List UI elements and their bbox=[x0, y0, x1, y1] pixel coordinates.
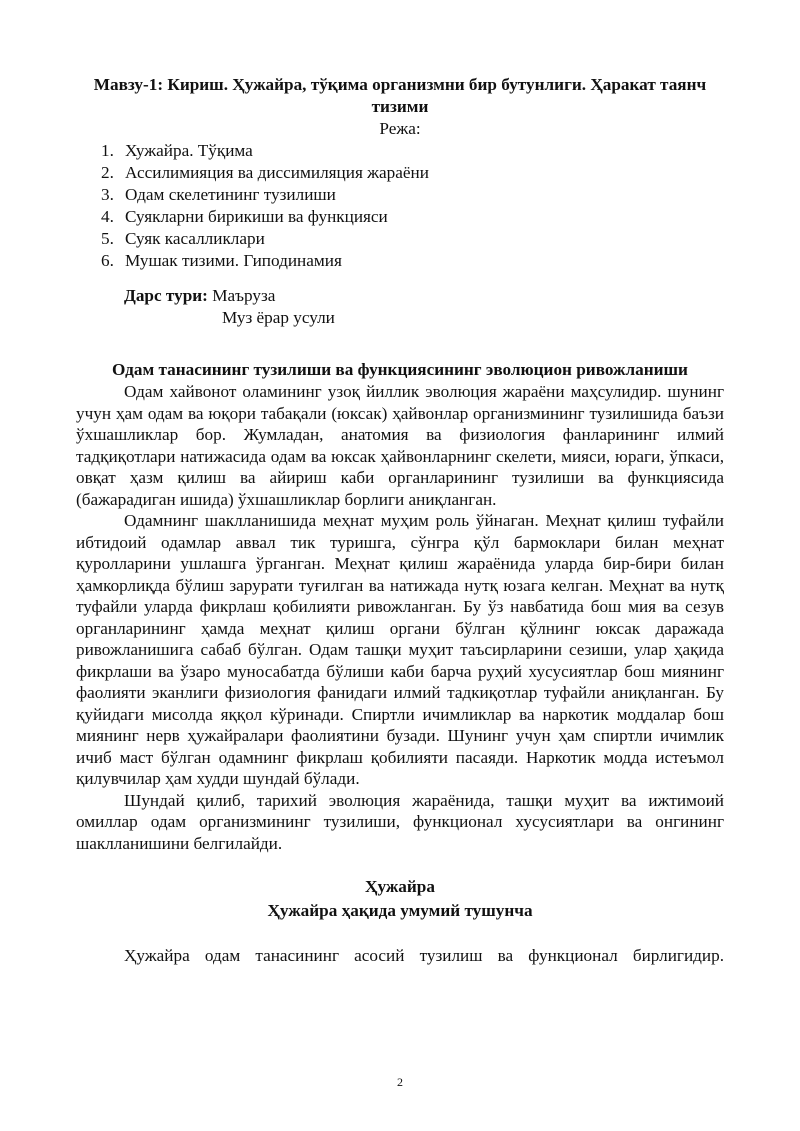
plan-item-text: Суяк касалликлари bbox=[125, 229, 265, 248]
body-paragraph: Одам хайвонот оламининг узоқ йиллик эволюция жараёни маҳсулидир. шунинг учун ҳам одам ва юқори табақали (юксак) ҳайвонлар организмининг тузилишида баъзи ўхшашликлар бор. Жумладан, анатомия ва физиология фанларининг илмий тадқиқотлари натижасида одам ва юксак ҳайвонларнинг скелети, мияси, юраги, ўпкаси, овқат ҳазм қилиш ва айириш каби органларининг тузилиши ва функциясида (бажарадиган ишида) ўхшашликлар борлиги аниқланган. bbox=[76, 382, 724, 509]
plan-item-number: 1. bbox=[101, 141, 114, 160]
cell-section-subtitle: Ҳужайра ҳақида умумий тушунча bbox=[267, 901, 533, 920]
body-paragraph: Одамнинг шаклланишида меҳнат муҳим роль ўйнаган. Меҳнат қилиш туфайли ибтидоий одамлар аввал тик туришга, сўнгра қўл бармоклари билан меҳнат қуролларини ушлашга ўрганган. Меҳнат қилиш жараёнида уларда бир-бири билан ҳамкорлиқда бўлиш зарурати туғилган ва натижада нутқ юзага келган. Меҳнат ва нутқ туфайли уларда фикрлаш қобилияти ривожланган. Бу ўз навбатида бош мия ва сезув органларининг ҳамда меҳнат қилиш органи бўлган қўлнинг юксак даражада ривожланишига сабаб бўлган. Одам ташқи муҳит таъсирларини сезиши, улар ҳақида фикрлаши ва ўзаро муносабатда бўлиши каби барча руҳий хусусиятлар бош миянинг фаолияти эканлиги физиология фанидаги илмий тадкиқотлар туфайли аниқланган. Бу қуйидаги мисолда яққол кўринади. Спиртли ичимликлар ва наркотик моддалар бош миянинг нерв ҳужайралари фаолиятини бузади. Шунинг учун ҳам спиртли ичимлик ичиб маст бўлган одамнинг фикрлаш қобилияти пасаяди. Наркотик модда истеъмол қилувчилар ҳам худди шундай бўлади. bbox=[76, 511, 724, 788]
page-number: 2 bbox=[397, 1075, 403, 1089]
plan-label: Режа: bbox=[379, 119, 421, 138]
plan-item-number: 4. bbox=[101, 207, 114, 226]
plan-item bbox=[101, 228, 724, 250]
plan-item-number: 6. bbox=[101, 251, 114, 270]
plan-item bbox=[101, 250, 724, 272]
cell-section-title: Ҳужайра bbox=[365, 877, 435, 896]
plan-item-text: Хужайра. Тўқима bbox=[125, 141, 253, 160]
plan-item-text: Суякларни бирикиши ва функцияси bbox=[125, 207, 388, 226]
body-paragraph: Шундай қилиб, тарихий эволюция жараёнида, ташқи муҳит ва ижтимоий омиллар одам организмининг тузилиши, функционал хусусиятлари ва онгининг шаклланишини белгилайди. bbox=[76, 790, 724, 853]
plan-item-number: 2. bbox=[101, 163, 114, 182]
document-page bbox=[76, 74, 724, 967]
plan-item bbox=[101, 140, 724, 162]
plan-item-text: Мушак тизими. Гиподинамия bbox=[125, 251, 342, 270]
plan-item bbox=[101, 184, 724, 206]
lesson-type-label: Дарс тури: bbox=[124, 286, 208, 305]
plan-item bbox=[101, 206, 724, 228]
topic-title: Мавзу-1: Кириш. Ҳужайра, тўқима организмни бир бутунлиги. Ҳаракат таянч тизими bbox=[93, 75, 707, 116]
lesson-type-value: Маъруза bbox=[212, 286, 276, 305]
section-title: Одам танасининг тузилиши ва функциясининг эволюцион ривожланиши bbox=[112, 360, 688, 379]
plan-item bbox=[101, 162, 724, 184]
plan-item-number: 3. bbox=[101, 185, 114, 204]
plan-item-number: 5. bbox=[101, 229, 114, 248]
plan-item-text: Ассилимияция ва диссимиляция жараёни bbox=[125, 163, 429, 182]
body-paragraph: Ҳужайра одам танасининг асосий тузилиш ва функционал бирлигидир. bbox=[124, 946, 724, 965]
lesson-type-block bbox=[76, 285, 724, 329]
plan-item-text: Одам скелетининг тузилиши bbox=[125, 185, 336, 204]
plan-list bbox=[76, 140, 724, 272]
lesson-method: Муз ёрар усули bbox=[222, 308, 335, 327]
